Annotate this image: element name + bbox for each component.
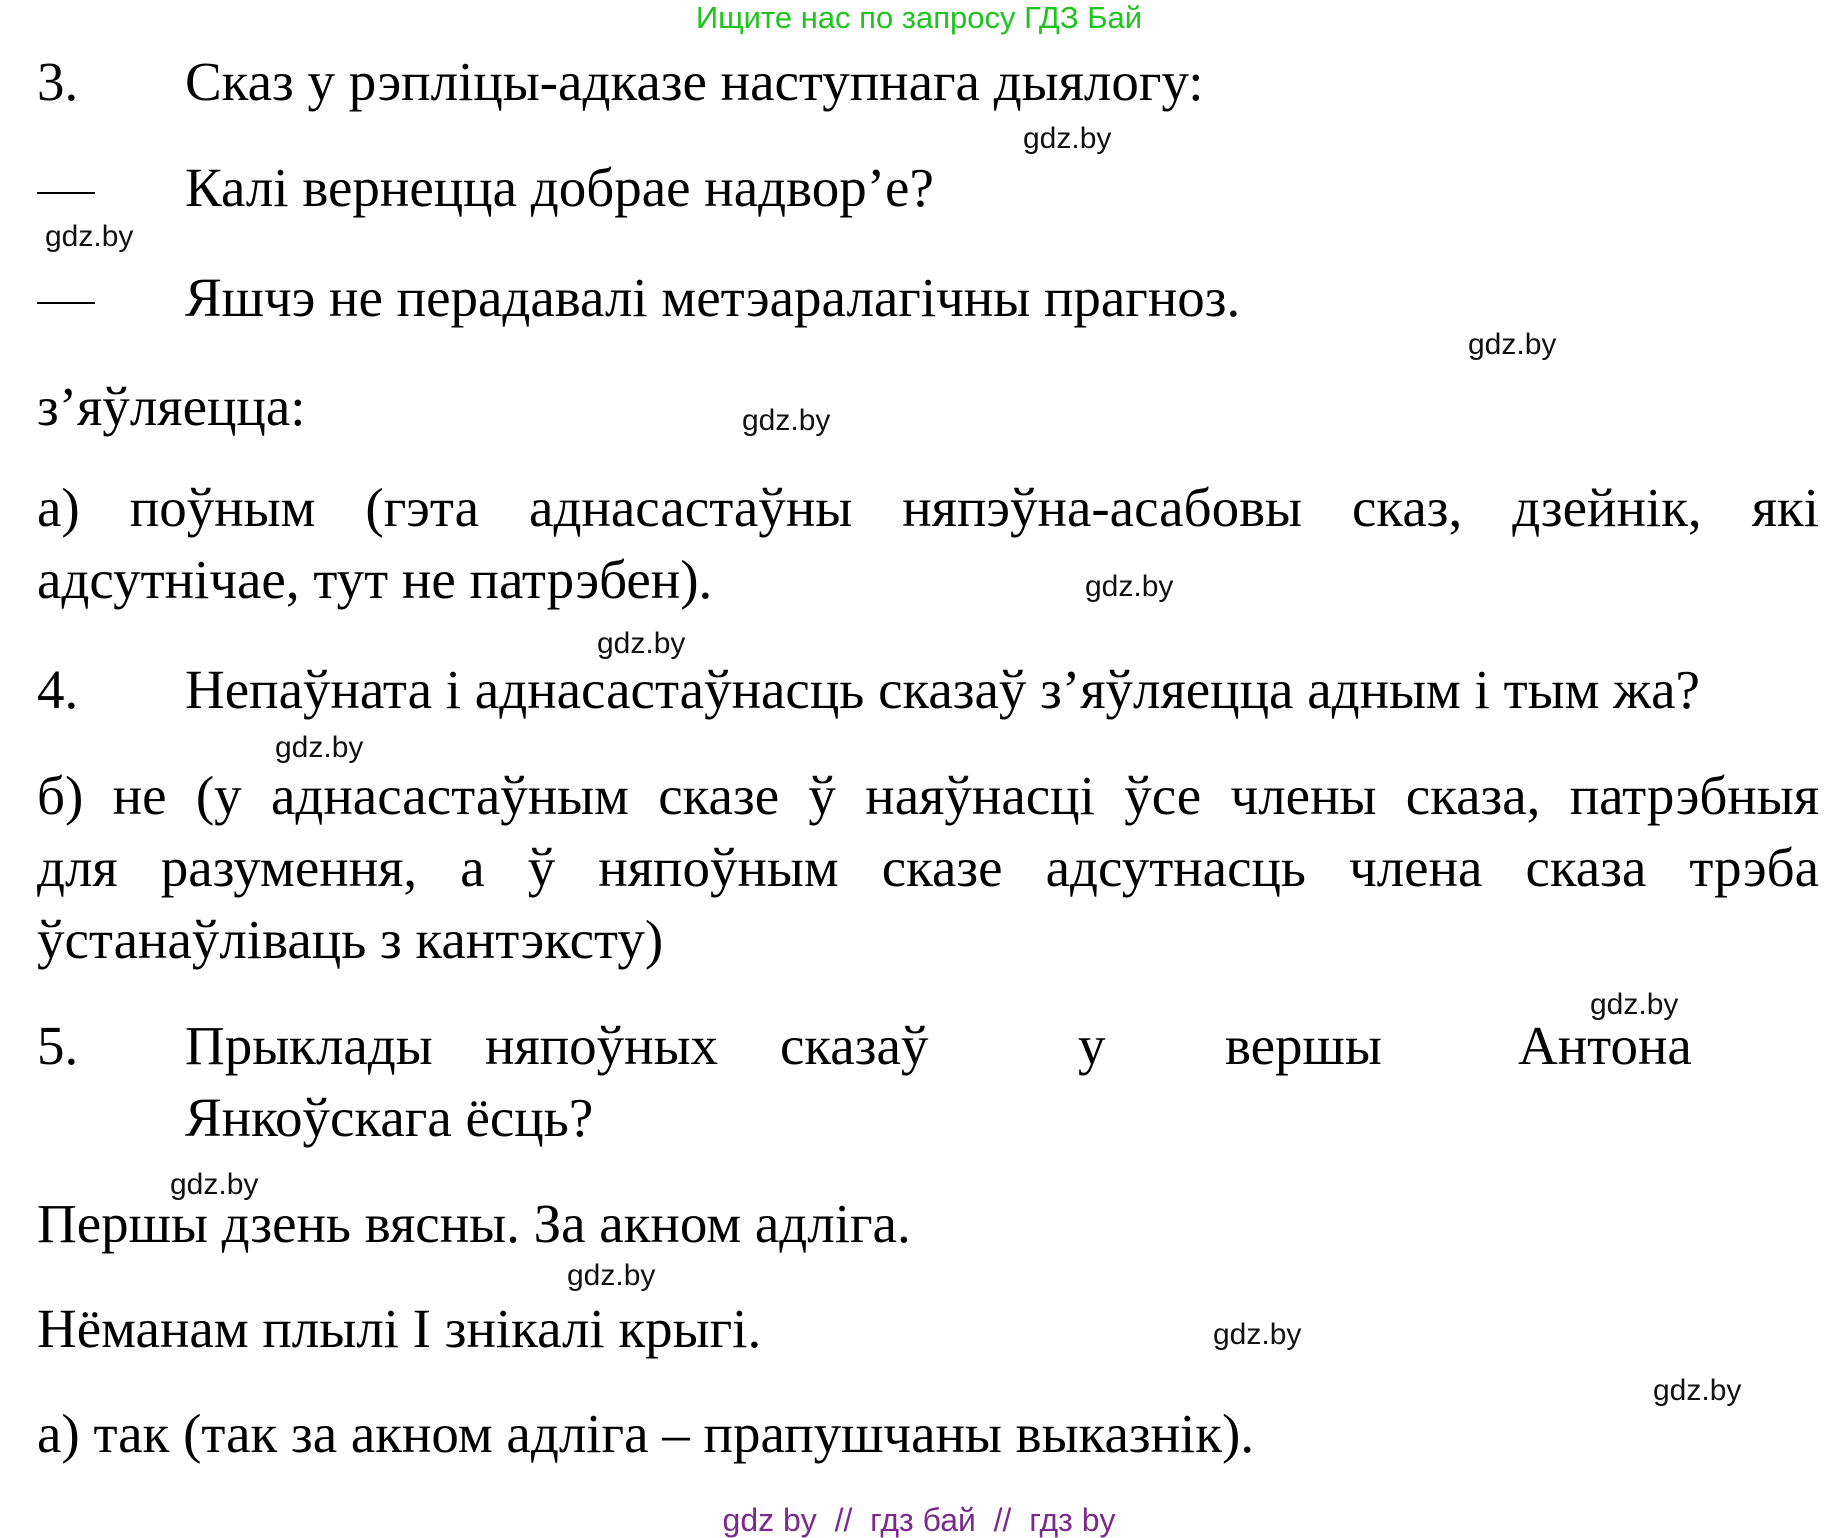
watermark: gdz.by <box>275 731 364 764</box>
q5-poem-line-2: Нёманам плылі І знікалі крыгі. <box>37 1298 762 1359</box>
watermark: gdz.by <box>742 404 831 437</box>
q5-title-word: вершы <box>1225 1015 1382 1076</box>
watermark: gdz.by <box>45 220 134 253</box>
q5-title-word: сказаў <box>780 1015 929 1076</box>
q3-dialog-line-2: Яшчэ не перадавалі метэаралагічны прагноз. <box>185 267 1241 328</box>
q5-number: 5. <box>37 1015 79 1076</box>
watermark: gdz.by <box>1653 1374 1742 1407</box>
watermark: gdz.by <box>1213 1318 1302 1351</box>
watermark: gdz.by <box>597 627 686 660</box>
q3-answer-line-2: адсутнічае, тут не патрэбен). <box>37 549 713 610</box>
q5-title-word: у <box>1078 1015 1106 1076</box>
watermark: gdz.by <box>1085 570 1174 603</box>
q4-answer-line-2: для разумення, а ў няпоўным сказе адсутнасць члена сказа трэба <box>37 837 1819 898</box>
q3-answer-line-1: а) поўным (гэта аднасастаўны няпэўна-асабовы сказ, дзейнік, які <box>37 477 1819 538</box>
q3-dialog-dash-1 <box>37 152 95 224</box>
q5-title-word: Прыклады <box>185 1015 433 1076</box>
q4-number: 4. <box>37 659 79 720</box>
q5-title-line-2: Янкоўскага ёсць? <box>185 1087 594 1148</box>
q3-dialog-dash-2 <box>37 262 95 334</box>
q5-title-word: няпоўных <box>485 1015 719 1076</box>
header-banner[interactable]: Ищите нас по запросу ГДЗ Бай <box>695 0 1143 35</box>
q3-continuation: з’яўляецца: <box>37 376 306 437</box>
q3-number: 3. <box>37 51 79 112</box>
watermark: gdz.by <box>567 1259 656 1292</box>
q5-poem-line-1: Першы дзень вясны. За акном адліга. <box>37 1193 911 1254</box>
q3-dialog-line-1: Калі вернецца добрае надвор’е? <box>185 157 934 218</box>
watermark: gdz.by <box>1590 988 1679 1021</box>
footer-links[interactable]: gdz by // гдз бай // гдз by <box>722 1502 1116 1538</box>
q4-answer-line-1: б) не (у аднасастаўным сказе ў наяўнасці ўсе члены сказа, патрэбныя <box>37 765 1819 826</box>
q4-answer-line-3: ўстанаўліваць з кантэксту) <box>37 909 664 970</box>
watermark: gdz.by <box>1468 328 1557 361</box>
q5-answer: а) так (так за акном адліга – прапушчаны выказнік). <box>37 1403 1255 1464</box>
q5-title-word: Антона <box>1518 1015 1692 1076</box>
watermark: gdz.by <box>1023 122 1112 155</box>
watermark: gdz.by <box>170 1168 259 1201</box>
q4-title: Непаўната і аднасастаўнасць сказаў з’яўляецца адным і тым жа? <box>185 659 1700 720</box>
q3-title: Сказ у рэпліцы-адказе наступнага дыялогу: <box>185 51 1204 112</box>
